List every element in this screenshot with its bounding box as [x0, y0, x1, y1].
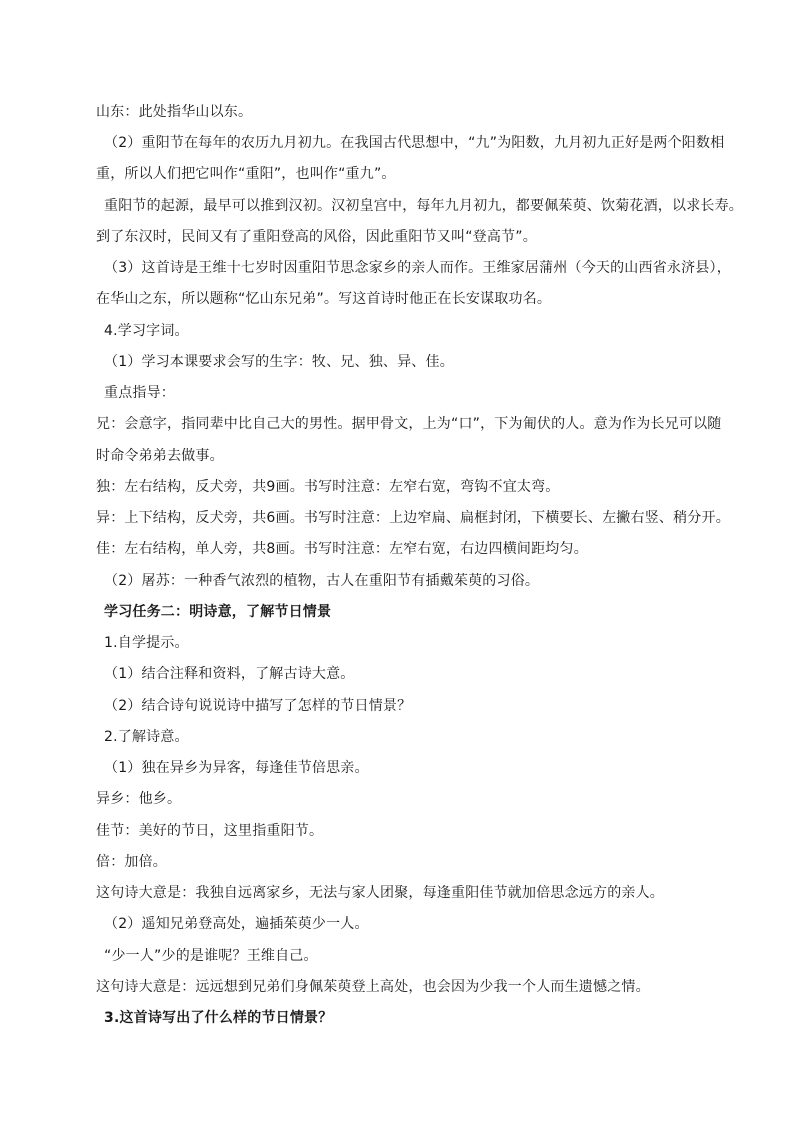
text-line: 异乡：他乡。 [96, 791, 182, 807]
section-heading: 学习任务二：明诗意，了解节日情景 [104, 604, 332, 620]
list-heading: 3.这首诗写出了什么样的节日情景？ [104, 1010, 333, 1026]
text-line: 佳：左右结构，单人旁，共8画。书写时注意：左窄右宽，右边四横间距均匀。 [96, 541, 588, 557]
text-line: 山东：此处指华山以东。 [96, 104, 253, 120]
list-heading: 1.自学提示。 [104, 635, 189, 651]
text-line: 兄：会意字，指同辈中比自己大的男性。据甲骨文，上为“口”，下为匍伏的人。意为作为长兄可以随 [96, 416, 722, 432]
text-line: 这句诗大意是：远远想到兄弟们身佩茱萸登上高处，也会因为少我一个人而生遗憾之情。 [96, 979, 650, 995]
text-line: （1）学习本课要求会写的生字：牧、兄、独、异、佳。 [104, 354, 454, 370]
list-heading: 4.学习字词。 [104, 323, 189, 339]
text-line: 佳节：美好的节日，这里指重阳节。 [96, 823, 324, 839]
text-line: （2）结合诗句说说诗中描写了怎样的节日情景？ [104, 698, 412, 714]
list-heading: 2.了解诗意。 [104, 729, 189, 745]
text-line: 时命令弟弟去做事。 [96, 448, 224, 464]
text-line: （2）屠苏：一种香气浓烈的植物，古人在重阳节有插戴茱萸的习俗。 [104, 573, 540, 589]
text-line: 到了东汉时，民间又有了重阳登高的风俗，因此重阳节又叫“登高节”。 [96, 229, 537, 245]
text-line: 异：上下结构，反犬旁，共6画。书写时注意：上边窄扁、扁框封闭，下横要长、左撇右竖、稍分开。 [96, 510, 730, 526]
text-line: （3）这首诗是王维十七岁时因重阳节思念家乡的亲人而作。王维家居蒲州（今天的山西省永济县）， [104, 260, 731, 276]
text-line: 倍：加倍。 [96, 854, 167, 870]
text-line: 在华山之东，所以题称“忆山东兄弟”。写这首诗时他正在长安谋取功名。 [96, 291, 552, 307]
text-line: 独：左右结构，反犬旁，共9画。书写时注意：左窄右宽，弯钩不宜太弯。 [96, 479, 560, 495]
text-line: （1）结合注释和资料，了解古诗大意。 [104, 666, 355, 682]
text-line: （2）遥知兄弟登高处，遍插茱萸少一人。 [104, 916, 369, 932]
text-line: （1）独在异乡为异客，每逢佳节倍思亲。 [104, 760, 369, 776]
text-line: 重阳节的起源，最早可以推到汉初。汉初皇宫中，每年九月初九，都要佩茱萸、饮菊花酒，以求长寿。 [104, 198, 743, 214]
text-line: 重点指导： [104, 385, 175, 401]
text-line: 这句诗大意是：我独自远离家乡，无法与家人团聚，每逢重阳佳节就加倍思念远方的亲人。 [96, 885, 664, 901]
text-line: “少一人”少的是谁呢？王维自己。 [104, 948, 318, 964]
text-line: 重，所以人们把它叫作“重阳”，也叫作“重九”。 [96, 166, 396, 182]
text-line: （2）重阳节在每年的农历九月初九。在我国古代思想中，“九”为阳数，九月初九正好是两个阳数相 [104, 135, 725, 151]
